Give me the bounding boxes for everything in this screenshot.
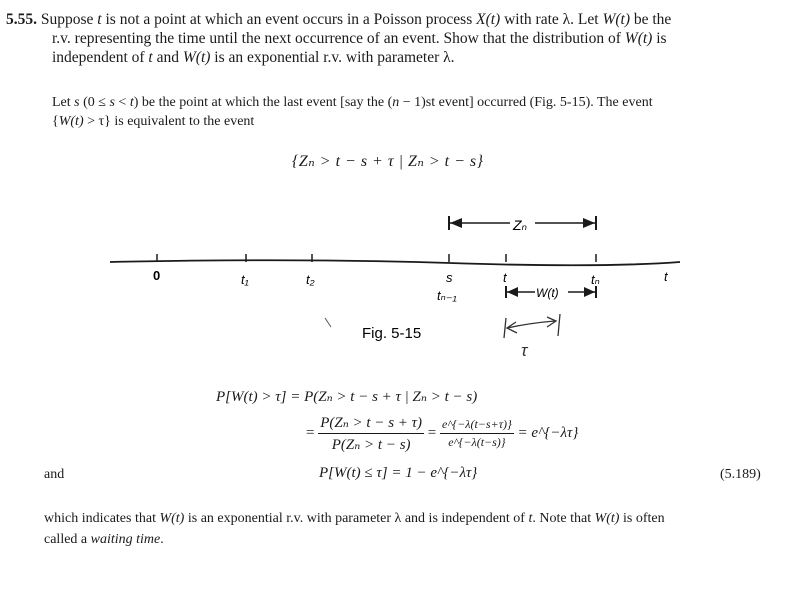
var-Wt: W(t) — [594, 511, 620, 526]
eq2-equals-2: = — [427, 425, 437, 441]
wt-right-arrow — [584, 287, 595, 297]
label-t: t — [503, 270, 507, 285]
var-n: n — [392, 95, 400, 110]
time-axis — [110, 260, 680, 265]
text: independent of — [52, 49, 149, 66]
text: − 1)st event] occurred (Fig. 5-15). The event — [399, 95, 653, 110]
var-s: s — [109, 95, 115, 110]
text: Suppose — [40, 11, 98, 28]
text: ) be the point at which the last event [say the ( — [133, 95, 393, 110]
conclusion — [44, 509, 789, 549]
label-t1: t₁ — [241, 272, 249, 287]
text: is an exponential r.v. with parameter λ. — [210, 49, 455, 66]
problem-number: 5.55. — [6, 11, 37, 28]
solution-line-1 — [52, 93, 782, 112]
text: . Note that — [532, 511, 595, 526]
var-Wt: W(t) — [624, 30, 653, 47]
zn-label: Zₙ — [513, 217, 528, 233]
text: Let — [52, 95, 75, 110]
event-equation: {Zₙ > t − s + τ | Zₙ > t − s} — [292, 153, 484, 170]
fraction-1-denominator: P(Zₙ > t − s) — [331, 437, 411, 453]
var-Wt: W(t) — [159, 511, 185, 526]
label-zero: 0 — [153, 268, 161, 283]
fraction-2 — [440, 417, 514, 450]
var-t: t — [97, 11, 102, 28]
label-s: s — [446, 270, 453, 285]
equation-line-3: P[W(t) ≤ τ] = 1 − e^{−λτ} — [319, 465, 478, 481]
var-Wt: W(t) — [182, 49, 211, 66]
equation-line-1: P[W(t) > τ] = P(Zₙ > t − s + τ | Zₙ > t − s) — [216, 389, 478, 405]
var-t: t — [148, 49, 153, 66]
zn-left-arrow — [450, 218, 462, 228]
wt-bracket — [506, 286, 596, 300]
text: with rate λ. Let — [500, 11, 603, 28]
text: is not a point at which an event occurs in a Poisson process — [101, 11, 477, 28]
eq2-equals: = — [306, 425, 315, 441]
equation-line-2 — [306, 413, 578, 454]
problem-line-2 — [6, 29, 786, 48]
solution-line-2 — [52, 112, 782, 131]
label-tn-1: tₙ₋₁ — [437, 288, 457, 303]
label-t2: t₂ — [306, 272, 315, 287]
var-Wt: W(t) — [58, 114, 84, 129]
conclusion-line-2 — [44, 530, 789, 549]
and-label: and — [44, 467, 65, 482]
solution-intro — [52, 93, 782, 131]
text: is an exponential r.v. with parameter λ and is independent of — [184, 511, 529, 526]
text: and — [152, 49, 183, 66]
fraction-2-denominator: e^{−λ(t−s)} — [448, 435, 506, 449]
text: which indicates that — [44, 511, 160, 526]
wt-label: W(t) — [536, 286, 559, 300]
text: is often — [619, 511, 665, 526]
term-waiting-time: waiting time — [90, 532, 161, 547]
problem-line-1 — [6, 10, 786, 29]
var-t: t — [528, 511, 533, 526]
fraction-1-numerator: P(Zₙ > t − s + τ) — [318, 413, 424, 434]
var-Wt: W(t) — [602, 11, 630, 28]
zn-bracket — [449, 216, 596, 233]
figure-caption: Fig. 5-15 — [362, 325, 422, 342]
tau-left-mark — [504, 318, 506, 338]
text: > τ} is equivalent to the event — [83, 114, 255, 129]
tau-handwritten — [504, 314, 560, 360]
fraction-2-numerator: e^{−λ(t−s+τ)} — [440, 417, 514, 434]
text: be the — [629, 11, 672, 28]
stray-mark — [325, 318, 331, 327]
var-t: t — [129, 95, 134, 110]
tau-right-mark — [558, 314, 560, 336]
var-Xt: X(t) — [476, 11, 501, 28]
text: . — [160, 532, 164, 547]
eq2-result: = e^{−λτ} — [517, 425, 579, 441]
text: r.v. representing the time until the next occurrence of an event. Show that the distribution of — [52, 30, 625, 47]
label-t-end: t — [664, 269, 668, 284]
conclusion-line-1 — [44, 509, 789, 528]
label-tn: tₙ — [591, 272, 600, 287]
problem-statement — [6, 10, 786, 67]
text: (0 ≤ — [79, 95, 110, 110]
equation-number: (5.189) — [720, 467, 761, 482]
fraction-1 — [318, 413, 424, 454]
var-s: s — [74, 95, 80, 110]
zn-right-arrow — [583, 218, 595, 228]
text: < — [114, 95, 130, 110]
tau-label: τ — [521, 341, 528, 360]
wt-left-arrow — [507, 287, 518, 297]
text: called a — [44, 532, 91, 547]
text: is — [652, 30, 667, 47]
text: { — [52, 114, 59, 129]
figure-5-15 — [0, 210, 795, 370]
problem-line-3 — [6, 48, 786, 67]
